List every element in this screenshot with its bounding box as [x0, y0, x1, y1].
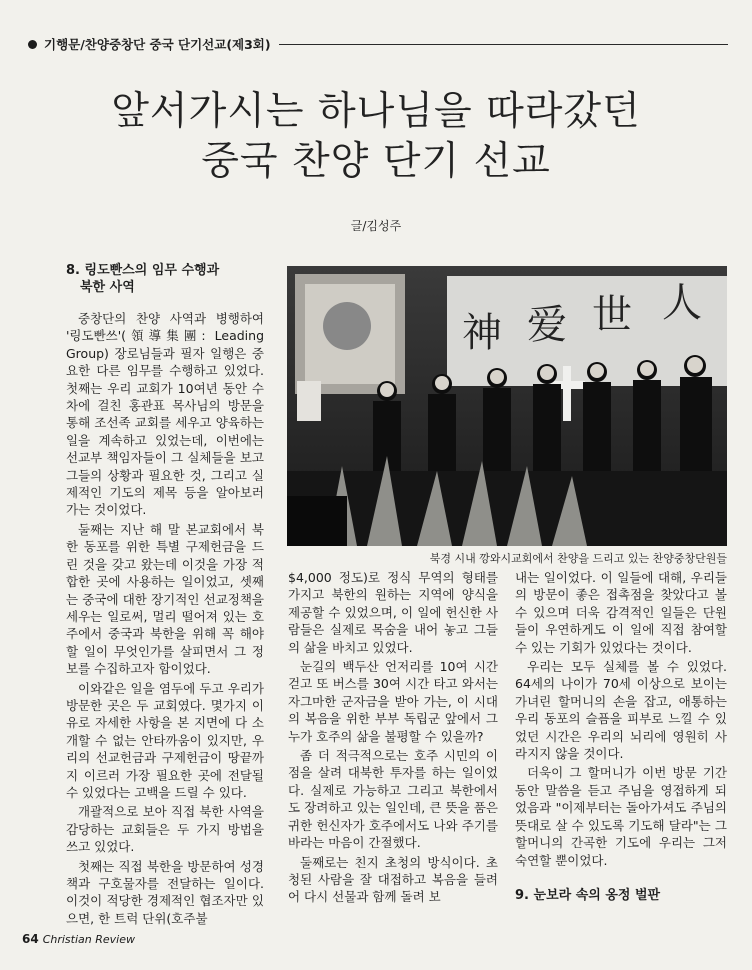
paragraph: 첫째는 직접 북한을 방문하여 성경책과 구호물자를 전달하는 일이다. 이것이 적당한 경제적인 협조자만 있으면, 한 트럭 단위(호주불: [66, 858, 264, 926]
magazine-name: Christian Review: [42, 933, 135, 946]
section-8-heading-line-2: 북한 사역: [80, 280, 135, 295]
paragraph: 우리는 모두 실체를 볼 수 있었다. 64세의 나이가 70세 이상으로 보이는 가녀린 할머니의 손을 잡고, 애통하는 우리 동포의 슬픔을 피부로 느낄 수 있었던 시간은 우리의 뇌리에 영원히 사라지지 않을 것이다.: [515, 659, 727, 762]
paragraph: $4,000 정도)로 정식 무역의 형태를 가지고 북한의 원하는 지역에 양식을 제공할 수 있었으며, 이 일에 헌신한 사람들은 실제로 목숨을 내어 놓고 그들의 삶을 바치고 있었다.: [288, 570, 498, 655]
paragraph: 더욱이 그 할머니가 이번 방문 기간 동안 말씀을 듣고 주님을 영접하게 되었음과 "이제부터는 돌아가셔도 주님의 뜻대로 살 수 있도록 기도해 달라"는 그 할머니의 간곡한 기도에 우리는 그저 숙연할 뿐이었다.: [515, 765, 727, 868]
column-3: [515, 569, 727, 904]
paragraph: 눈길의 백두산 언저리를 10여 시간 걷고 또 버스를 30여 시간 타고 와서는 자그마한 군자금을 받아 가는, 이 시대의 복음을 위한 부부 독립군 앞에서 그 누가 호주의 삶을 불평할 수 있을까?: [288, 659, 498, 744]
section-8-heading-line-1: 8. 링도빤스의 임무 수행과: [66, 263, 220, 278]
column-2: [288, 569, 498, 908]
page-footer: [22, 932, 135, 946]
choir-photo: [287, 266, 727, 546]
paragraph: 둘째로는 친지 초청의 방식이다. 초청된 사람을 잘 대접하고 복음을 들려어 다시 선물과 함께 돌려 보: [288, 854, 498, 905]
banner-char: 世: [592, 292, 632, 338]
paragraph: 둘째는 지난 해 말 본교회에서 북한 동포를 위한 특별 구제헌금을 드린 것을 갖고 왔는데 이것을 가장 적합한 곳에 사용하는 일이었고, 셋째는 중국에 대한 장기적인 선교정책을 세우는 일로써, 멀리 떨어져 있는 호주에서 중국과 북한을 위해 꼭 해야 할 일이 무엇인가를 살피면서 그 정보를 수집하고자 함이었다.: [66, 521, 264, 677]
article-title-line-2: 중국 찬양 단기 선교: [201, 139, 551, 184]
series-header: [28, 34, 728, 54]
series-label: 기행문/찬양중창단 중국 단기선교(제3회): [44, 37, 271, 52]
header-rule: [279, 44, 728, 45]
article-title-line-1: 앞서가시는 하나님을 따라갔던: [111, 89, 641, 134]
paragraph: 좀 더 적극적으로는 호주 시민의 이점을 살려 대북한 투자를 하는 일이었다. 실제로 가능하고 그리고 북한에서도 장려하고 있는 일인데, 큰 뜻을 품은 귀한 헌신자가 호주에서도 나와 주기를 바라는 마음이 간절했다.: [288, 748, 498, 851]
photo-caption: 북경 시내 깡와시교회에서 찬양을 드리고 있는 찬양중창단원들: [429, 552, 727, 565]
bullet-icon: [28, 40, 37, 49]
section-8-heading: [66, 262, 264, 296]
column-1: [66, 262, 264, 929]
choir-photo-illustration: [287, 266, 727, 546]
banner-char: 神: [462, 310, 502, 356]
banner-char: 爱: [527, 302, 567, 348]
page-number: 64: [22, 932, 39, 946]
paragraph: 개괄적으로 보아 직접 북한 사역을 감당하는 교회들은 두 가지 방법을 쓰고 있었다.: [66, 804, 264, 855]
banner-char: 人: [662, 280, 702, 326]
byline: 글/김성주: [350, 219, 402, 233]
paragraph: 이와같은 일을 염두에 두고 우리가 방문한 곳은 두 교회였다. 몇가지 이유로 자세한 사항을 본 지면에 다 소개할 수 없는 안타까움이 있지만, 우리의 선교헌금과 구제헌금이 땅끝까지 이르러 가장 필요한 곳에 전달될 수 있었다는 고백을 드릴 수 있다.: [66, 680, 264, 800]
paragraph: 내는 일이었다. 이 일들에 대해, 우리들의 방문이 좋은 접촉점을 찾았다고 볼 수 있으며 더욱 감격적인 일들은 단원들이 우연하게도 이 일에 직접 참여할 수 있는 기회가 있었다는 것이다.: [515, 570, 727, 655]
paragraph: 중창단의 찬양 사역과 병행하여 '링도빤쓰'(領導集團: Leading Group) 장로님들과 필자 일행은 중요한 다른 임무를 수행하고 있었다. 첫째는 우리 교회가 10여년 동안 수차에 걸친 홍관표 목사님의 방문을 통해 조선족 교회를 세우고 양육하는 일을 계속하고 있었는데, 이번에는 선교부 책임자들이 그 실체들을 보고 그들의 상황과 필요한 것, 그리고 실제적인 기도의 제목 등을 알아보러 가는 것이었다.: [66, 311, 264, 518]
section-9-heading: 9. 눈보라 속의 옹정 벌판: [515, 887, 661, 903]
